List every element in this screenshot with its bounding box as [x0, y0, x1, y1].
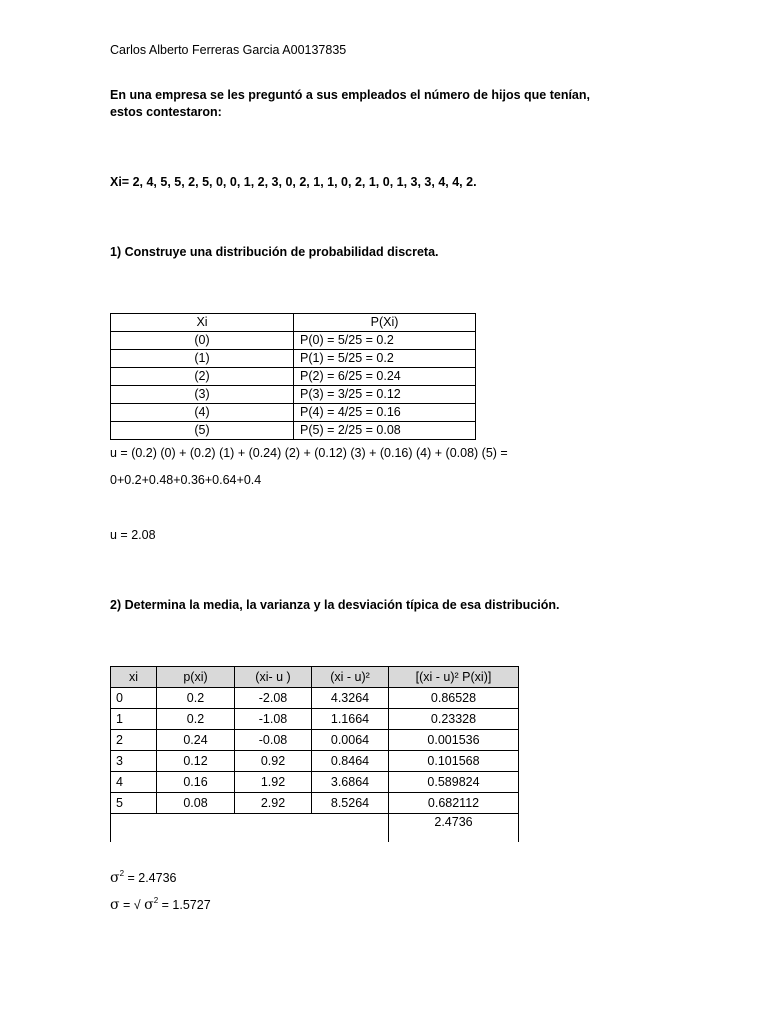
- cell-pxi: P(1) = 5/25 = 0.2: [294, 350, 476, 368]
- empty-cell: [312, 814, 389, 843]
- table-row: [111, 709, 519, 730]
- table-row: [111, 350, 476, 368]
- header-pxi: P(Xi): [294, 314, 476, 332]
- cell-xi: (5): [111, 422, 294, 440]
- mean-formula: u = (0.2) (0) + (0.2) (1) + (0.24) (2) + (0.12) (3) + (0.16) (4) + (0.08) (5) =: [110, 446, 508, 460]
- sigma-symbol: σ: [110, 870, 120, 886]
- header-pxi: p(xi): [157, 667, 235, 688]
- cell-pxi: 0.24: [157, 730, 235, 751]
- empty-cell: [111, 814, 157, 843]
- cell-deviation-squared: 3.6864: [312, 772, 389, 793]
- data-line: Xi= 2, 4, 5, 5, 2, 5, 0, 0, 1, 2, 3, 0, 2, 1, 1, 0, 2, 1, 0, 1, 3, 3, 4, 4, 2.: [110, 175, 477, 189]
- sqrt-text: = √: [119, 898, 145, 912]
- cell-deviation-squared: 8.5264: [312, 793, 389, 814]
- cell-deviation-squared: 0.8464: [312, 751, 389, 772]
- table-row: [111, 332, 476, 350]
- stddev-value: = 1.5727: [158, 898, 211, 912]
- cell-pxi: 0.2: [157, 709, 235, 730]
- cell-pxi: P(4) = 4/25 = 0.16: [294, 404, 476, 422]
- intro-line-1: En una empresa se les preguntó a sus empleados el número de hijos que tenían,: [110, 88, 590, 102]
- cell-deviation-squared: 1.1664: [312, 709, 389, 730]
- table-row: [111, 751, 519, 772]
- cell-weighted: 0.001536: [389, 730, 519, 751]
- cell-deviation: 1.92: [235, 772, 312, 793]
- table-row: [111, 793, 519, 814]
- empty-cell: [157, 814, 235, 843]
- author-line: Carlos Alberto Ferreras Garcia A00137835: [110, 43, 347, 57]
- question-1: 1) Construye una distribución de probabilidad discreta.: [110, 245, 439, 259]
- cell-deviation: -0.08: [235, 730, 312, 751]
- cell-xi: 3: [111, 751, 157, 772]
- cell-pxi: P(2) = 6/25 = 0.24: [294, 368, 476, 386]
- intro-line-2: estos contestaron:: [110, 105, 222, 119]
- table-header-row: [111, 667, 519, 688]
- variance-line: [110, 870, 177, 886]
- table-row: [111, 772, 519, 793]
- header-xi: xi: [111, 667, 157, 688]
- variance-table: [110, 666, 519, 842]
- table-row: [111, 422, 476, 440]
- cell-weighted: 0.101568: [389, 751, 519, 772]
- exponent: 2: [119, 869, 125, 878]
- header-deviation: (xi- u ): [235, 667, 312, 688]
- cell-weighted: 0.86528: [389, 688, 519, 709]
- table-row: [111, 730, 519, 751]
- header-deviation-squared: (xi - u)²: [312, 667, 389, 688]
- cell-weighted: 0.589824: [389, 772, 519, 793]
- cell-pxi: P(3) = 3/25 = 0.12: [294, 386, 476, 404]
- cell-deviation: 2.92: [235, 793, 312, 814]
- mean-sum: 0+0.2+0.48+0.36+0.64+0.4: [110, 473, 262, 487]
- cell-xi: 0: [111, 688, 157, 709]
- cell-pxi: P(5) = 2/25 = 0.08: [294, 422, 476, 440]
- exponent: 2: [153, 896, 159, 905]
- cell-xi: (2): [111, 368, 294, 386]
- header-weighted: [(xi - u)² P(xi)]: [389, 667, 519, 688]
- sigma-symbol: σ: [110, 897, 120, 913]
- table-row: [111, 404, 476, 422]
- cell-xi: 2: [111, 730, 157, 751]
- cell-pxi: P(0) = 5/25 = 0.2: [294, 332, 476, 350]
- cell-deviation: -1.08: [235, 709, 312, 730]
- cell-xi: 5: [111, 793, 157, 814]
- distribution-table: [110, 313, 476, 440]
- sigma-symbol: σ: [144, 897, 154, 913]
- cell-weighted: 0.682112: [389, 793, 519, 814]
- cell-deviation-squared: 0.0064: [312, 730, 389, 751]
- cell-xi: (3): [111, 386, 294, 404]
- cell-pxi: 0.08: [157, 793, 235, 814]
- mean-result: u = 2.08: [110, 528, 156, 542]
- variance-total: 2.4736: [389, 814, 519, 843]
- table-row: [111, 688, 519, 709]
- cell-weighted: 0.23328: [389, 709, 519, 730]
- table-row: [111, 368, 476, 386]
- header-xi: Xi: [111, 314, 294, 332]
- cell-xi: (1): [111, 350, 294, 368]
- cell-xi: 4: [111, 772, 157, 793]
- cell-xi: 1: [111, 709, 157, 730]
- table-row: [111, 386, 476, 404]
- cell-pxi: 0.12: [157, 751, 235, 772]
- cell-deviation: -2.08: [235, 688, 312, 709]
- cell-pxi: 0.16: [157, 772, 235, 793]
- cell-deviation: 0.92: [235, 751, 312, 772]
- question-2: 2) Determina la media, la varianza y la desviación típica de esa distribución.: [110, 598, 560, 612]
- stddev-line: [110, 897, 211, 913]
- table-header-row: [111, 314, 476, 332]
- cell-pxi: 0.2: [157, 688, 235, 709]
- cell-deviation-squared: 4.3264: [312, 688, 389, 709]
- table-total-row: [111, 814, 519, 843]
- cell-xi: (4): [111, 404, 294, 422]
- cell-xi: (0): [111, 332, 294, 350]
- empty-cell: [235, 814, 312, 843]
- variance-value: = 2.4736: [124, 871, 177, 885]
